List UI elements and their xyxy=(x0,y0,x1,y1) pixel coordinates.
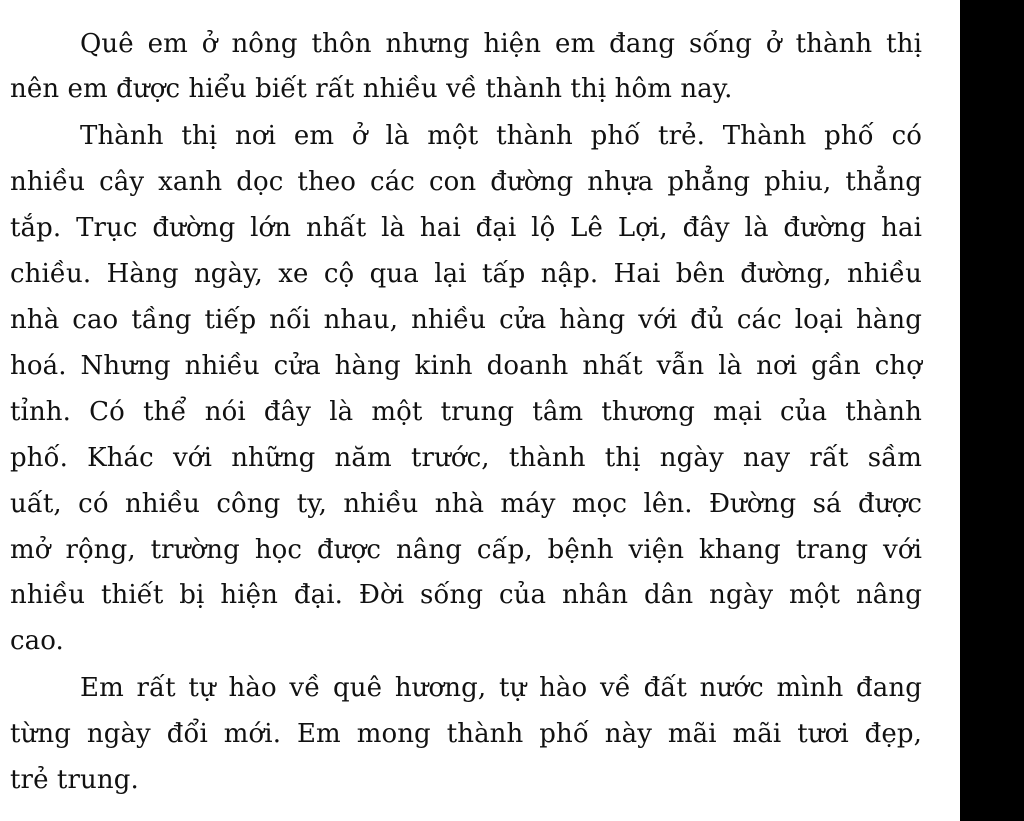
paragraph-2-line-12: cao. xyxy=(10,626,64,656)
paragraph-2-line-3: tắp. Trục đường lớn nhất là hai đại lộ Lê Lợi, đây là đường hai xyxy=(10,213,922,243)
paragraph-3-line-3: trẻ trung. xyxy=(10,765,139,795)
paragraph-1-line-1: Quê em ở nông thôn nhưng hiện em đang sống ở thành thị xyxy=(80,29,922,59)
paragraph-2-line-7: tỉnh. Có thể nói đây là một trung tâm thương mại của thành xyxy=(10,397,922,427)
paragraph-2-line-1: Thành thị nơi em ở là một thành phố trẻ. Thành phố có xyxy=(80,121,922,151)
paragraph-1-line-2: nên em được hiểu biết rất nhiều về thành thị hôm nay. xyxy=(10,74,733,104)
paragraph-2-line-10: mở rộng, trường học được nâng cấp, bệnh viện khang trang với xyxy=(10,535,922,565)
paragraph-2-line-8: phố. Khác với những năm trước, thành thị ngày nay rất sầm xyxy=(10,443,922,473)
paragraph-3-line-2: từng ngày đổi mới. Em mong thành phố này mãi mãi tươi đẹp, xyxy=(10,719,922,749)
paragraph-2-line-5: nhà cao tầng tiếp nối nhau, nhiều cửa hàng với đủ các loại hàng xyxy=(10,305,922,335)
paragraph-2-line-6: hoá. Nhưng nhiều cửa hàng kinh doanh nhất vẫn là nơi gần chợ xyxy=(10,351,922,381)
paragraph-2-line-11: nhiều thiết bị hiện đại. Đời sống của nhân dân ngày một nâng xyxy=(10,580,922,610)
paragraph-3-line-1: Em rất tự hào về quê hương, tự hào về đất nước mình đang xyxy=(80,673,922,703)
paragraph-2-line-4: chiều. Hàng ngày, xe cộ qua lại tấp nập. Hai bên đường, nhiều xyxy=(10,259,922,289)
dark-scan-edge xyxy=(960,0,1024,821)
paragraph-2-line-9: uất, có nhiều công ty, nhiều nhà máy mọc lên. Đường sá được xyxy=(10,489,922,519)
paragraph-2-line-2: nhiều cây xanh dọc theo các con đường nhựa phẳng phiu, thẳng xyxy=(10,167,922,197)
